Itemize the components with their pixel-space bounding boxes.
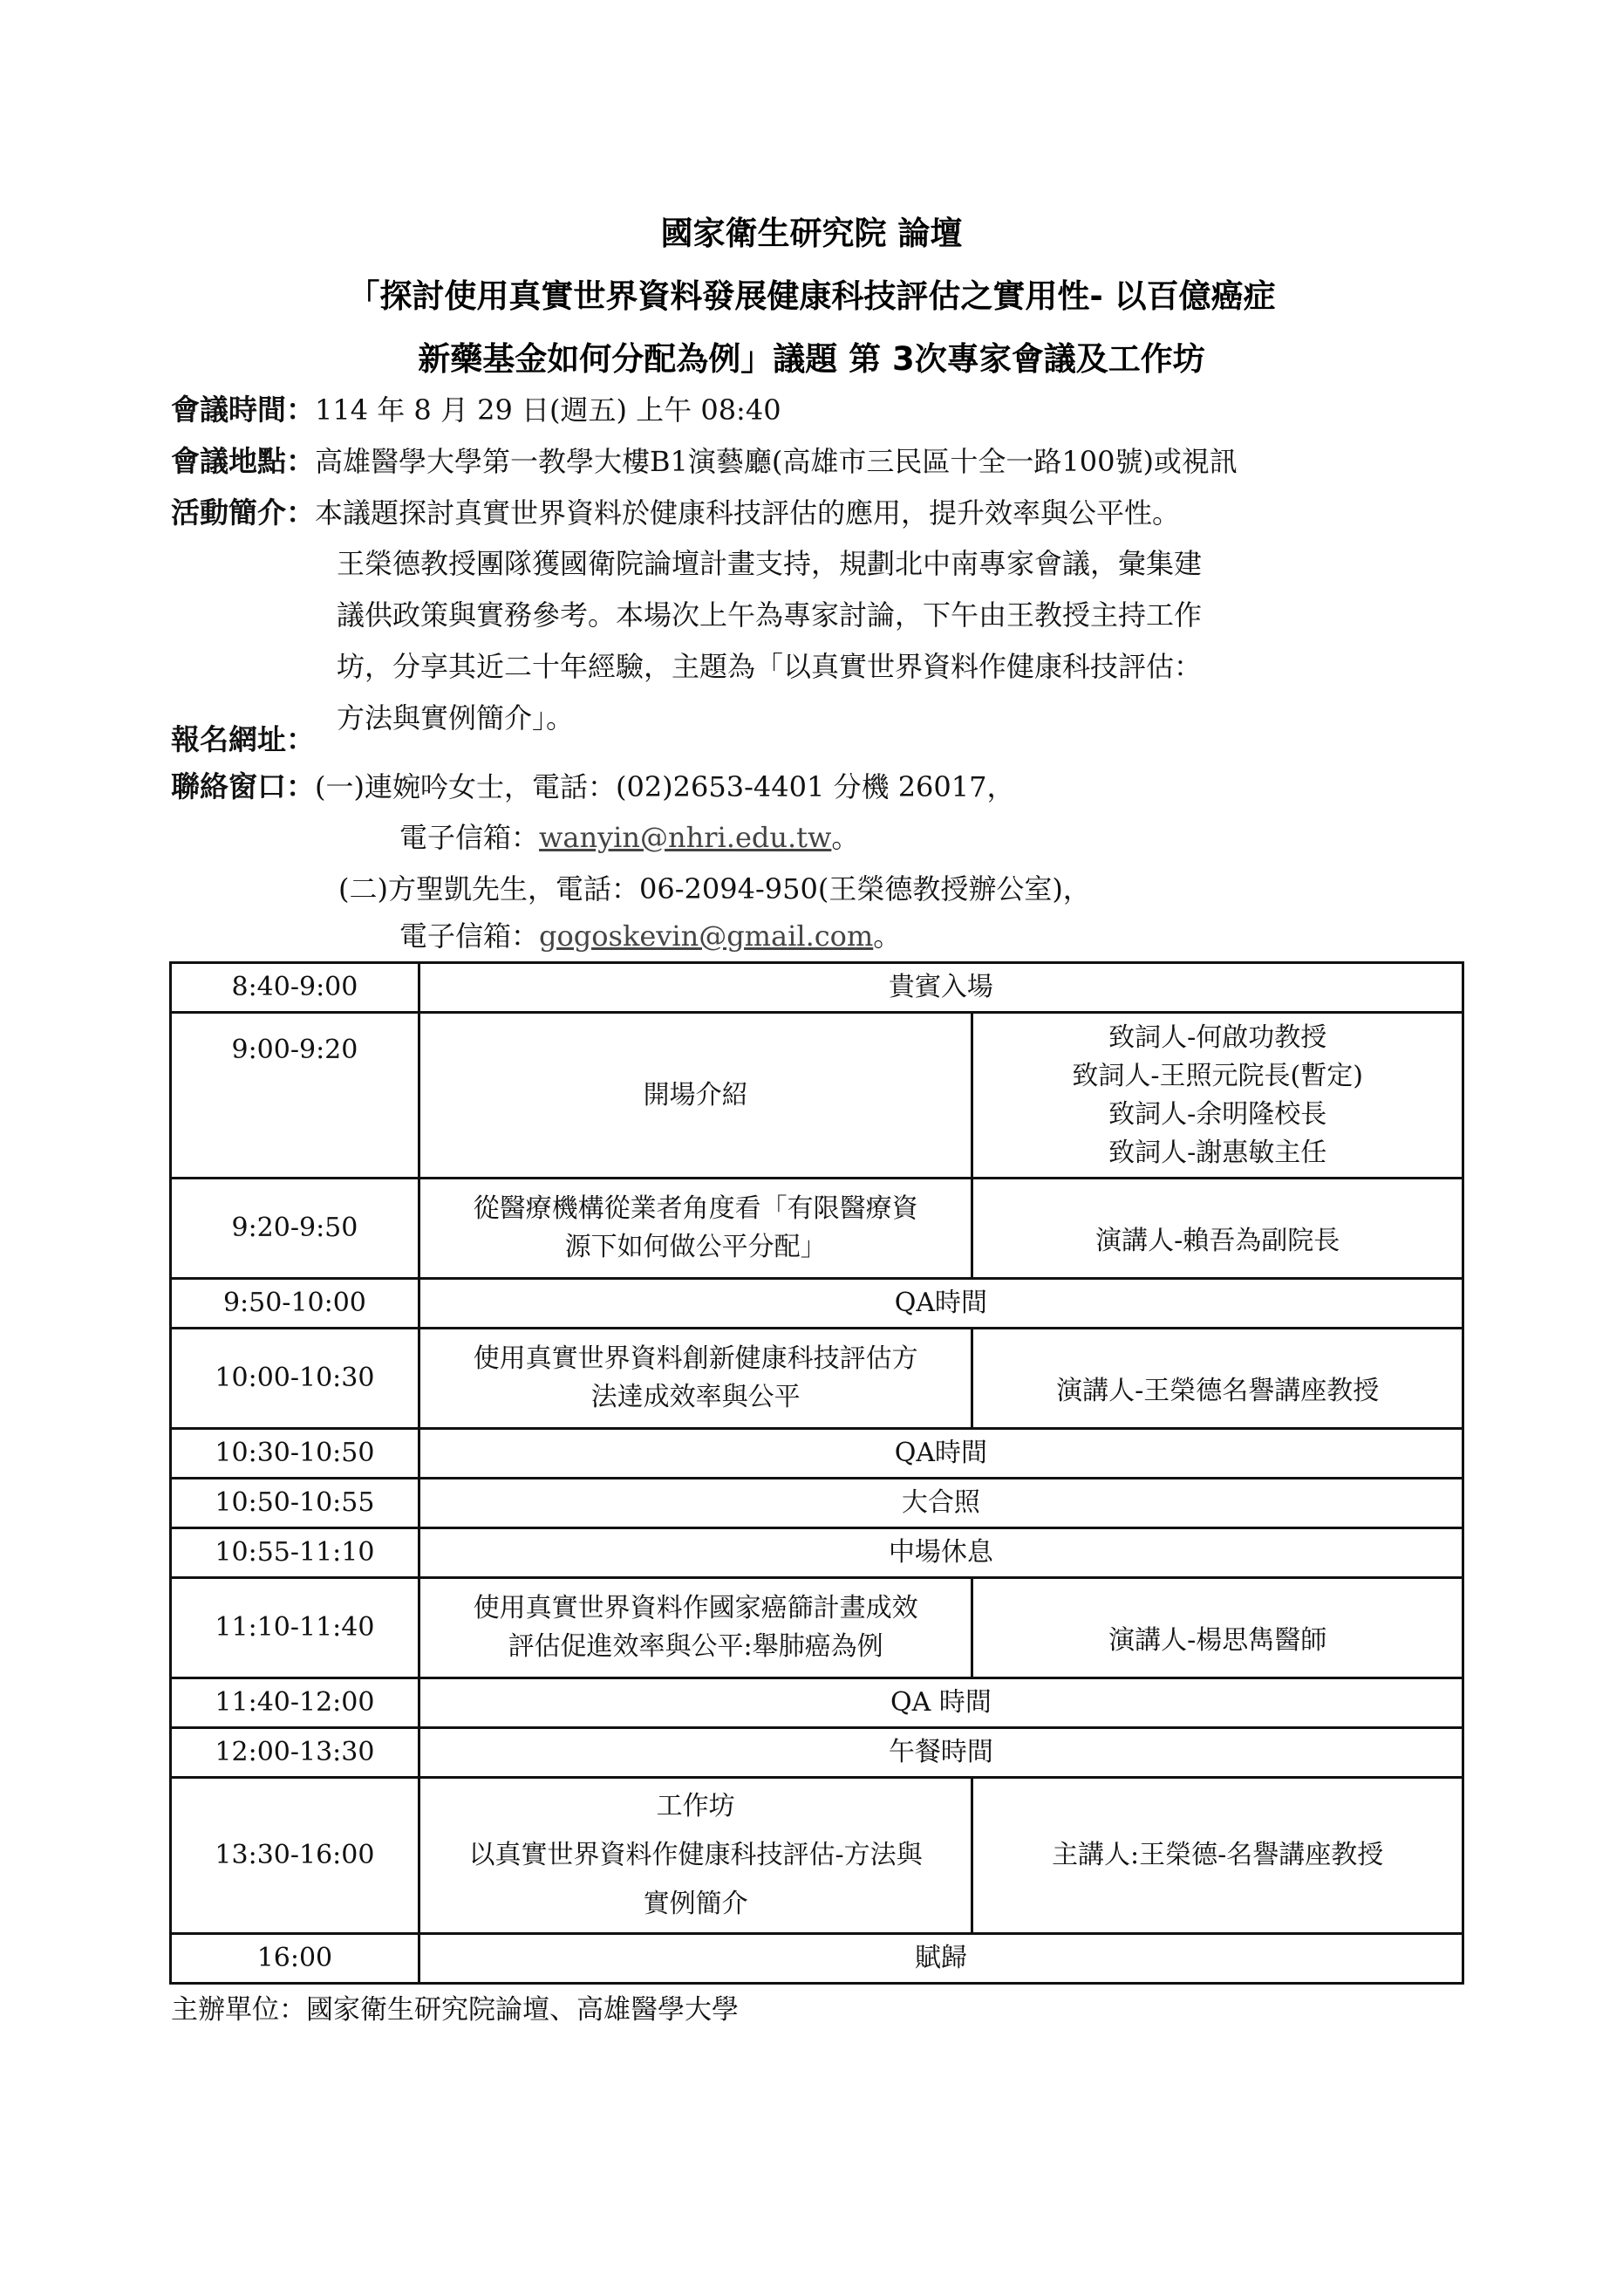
time-cell: 11:40-12:00 xyxy=(171,1678,419,1728)
topic-cell: 賦歸 xyxy=(419,1934,1463,1984)
topic-line: 使用真實世界資料作國家癌篩計畫成效 xyxy=(473,1593,918,1623)
meeting-time-value: 114 年 8 月 29 日(週五) 上午 08:40 xyxy=(315,393,781,427)
topic-cell: QA時間 xyxy=(419,1429,1463,1479)
title-line-1: 國家衛生研究院 論壇 xyxy=(660,215,963,252)
time-cell: 10:50-10:55 xyxy=(171,1479,419,1528)
register-label: 報名網址： xyxy=(171,722,315,756)
speaker-name: 致詞人-謝惠敏主任 xyxy=(1108,1137,1327,1168)
topic-cell: QA 時間 xyxy=(419,1678,1463,1728)
intro-line-2: 王榮德教授團隊獲國衛院論壇計畫支持，規劃北中南專家會議，彙集建 xyxy=(337,547,1203,580)
topic-cell: 中場休息 xyxy=(419,1528,1463,1578)
topic-cell: 貴賓入場 xyxy=(419,963,1463,1013)
table-row xyxy=(171,1013,1463,1179)
intro-line-1: 本議題探討真實世界資料於健康科技評估的應用，提升效率與公平性。 xyxy=(315,496,1181,530)
speaker-name: 致詞人-王照元院長(暫定) xyxy=(1072,1060,1363,1091)
table-row xyxy=(171,1578,1463,1678)
time-cell: 11:10-11:40 xyxy=(171,1578,419,1678)
title-line-3: 新藥基金如何分配為例」議題 第 3次專家會議及工作坊 xyxy=(418,340,1205,378)
topic-line: 源下如何做公平分配」 xyxy=(564,1232,827,1262)
topic-cell: QA時間 xyxy=(419,1279,1463,1329)
time-cell: 10:30-10:50 xyxy=(171,1429,419,1479)
speaker-cell: 主講人:王榮德-名譽講座教授 xyxy=(972,1778,1463,1934)
contact2-line: (二)方聖凱先生，電話：06-2094-950(王榮德教授辦公室)， xyxy=(338,872,1091,905)
meeting-time-row xyxy=(171,384,1462,436)
time-cell: 9:20-9:50 xyxy=(171,1179,419,1279)
contact1-email-row xyxy=(399,812,859,864)
time-cell: 10:00-10:30 xyxy=(171,1329,419,1429)
contact2-email-suffix: 。 xyxy=(873,919,902,953)
meeting-place-value: 高雄醫學大學第一教學大樓B1演藝廳(高雄市三民區十全一路100號)或視訊 xyxy=(315,445,1238,478)
contact1-email-suffix: 。 xyxy=(831,821,860,854)
topic-cell xyxy=(419,1778,972,1934)
meeting-place-row xyxy=(171,435,1462,488)
contact2-email-prefix: 電子信箱： xyxy=(399,919,540,953)
speaker-name: 致詞人-何啟功教授 xyxy=(1108,1022,1327,1053)
meeting-place-label: 會議地點： xyxy=(171,444,315,478)
speaker-name: 致詞人-余明隆校長 xyxy=(1108,1098,1327,1130)
table-row xyxy=(171,1279,1463,1329)
topic-cell: 大合照 xyxy=(419,1479,1463,1528)
table-row xyxy=(171,1479,1463,1528)
contact2-email-link[interactable]: gogoskevin@gmail.com xyxy=(539,919,874,953)
table-row xyxy=(171,1678,1463,1728)
time-cell: 9:00-9:20 xyxy=(171,1013,419,1179)
topic-cell: 午餐時間 xyxy=(419,1728,1463,1778)
speaker-cell xyxy=(972,1013,1463,1179)
contact2-email-row xyxy=(399,911,901,962)
intro-line-4: 坊，分享其近二十年經驗，主題為「以真實世界資料作健康科技評估： xyxy=(337,650,1203,683)
table-row xyxy=(171,1429,1463,1479)
topic-line: 以真實世界資料作健康科技評估-方法與 xyxy=(468,1840,923,1870)
agenda-table xyxy=(169,961,1464,1985)
table-row xyxy=(171,1329,1463,1429)
intro-row xyxy=(171,487,1462,539)
contact1-email-prefix: 電子信箱： xyxy=(399,821,540,854)
topic-cell xyxy=(419,1179,972,1279)
contact-label: 聯絡窗口： xyxy=(171,769,315,803)
table-row xyxy=(171,1728,1463,1778)
time-cell: 10:55-11:10 xyxy=(171,1528,419,1578)
topic-cell xyxy=(419,1578,972,1678)
speaker-cell: 演講人-賴吾為副院長 xyxy=(972,1179,1463,1279)
time-cell: 8:40-9:00 xyxy=(171,963,419,1013)
contact1-line: (一)連婉吟女士，電話：(02)2653-4401 分機 26017， xyxy=(315,770,1015,803)
contact-row xyxy=(171,761,1462,813)
register-row-visible xyxy=(171,714,1462,766)
title-line-2: 「探討使用真實世界資料發展健康科技評估之實用性- 以百億癌症 xyxy=(347,277,1276,315)
speaker-cell: 演講人-楊思雋醫師 xyxy=(972,1578,1463,1678)
table-row xyxy=(171,1528,1463,1578)
meeting-time-label: 會議時間： xyxy=(171,393,315,427)
topic-cell: 開場介紹 xyxy=(419,1013,972,1179)
contact1-email-link[interactable]: wanyin@nhri.edu.tw xyxy=(539,821,832,854)
topic-line: 法達成效率與公平 xyxy=(590,1382,801,1412)
speaker-cell: 演講人-王榮德名譽講座教授 xyxy=(972,1329,1463,1429)
table-row xyxy=(171,1778,1463,1934)
intro-line-5: 方法與實例簡介」。 xyxy=(337,701,575,735)
topic-line: 實例簡介 xyxy=(643,1889,748,1919)
table-row xyxy=(171,963,1463,1013)
topic-line: 使用真實世界資料創新健康科技評估方 xyxy=(473,1343,918,1374)
table-row xyxy=(171,1934,1463,1984)
time-cell: 13:30-16:00 xyxy=(171,1778,419,1934)
time-cell: 9:50-10:00 xyxy=(171,1279,419,1329)
organizer-note: 主辦單位：國家衛生研究院論壇、高雄醫學大學 xyxy=(171,1994,739,2026)
document-title xyxy=(0,202,1623,391)
intro-label: 活動簡介： xyxy=(171,495,315,530)
table-row xyxy=(171,1179,1463,1279)
time-cell: 16:00 xyxy=(171,1934,419,1984)
topic-line: 從醫療機構從業者角度看「有限醫療資 xyxy=(473,1193,918,1224)
topic-cell xyxy=(419,1329,972,1429)
topic-line: 工作坊 xyxy=(656,1791,735,1821)
time-cell: 12:00-13:30 xyxy=(171,1728,419,1778)
intro-line-3: 議供政策與實務參考。本場次上午為專家討論，下午由王教授主持工作 xyxy=(337,598,1203,632)
topic-line: 評估促進效率與公平:舉肺癌為例 xyxy=(508,1631,883,1662)
